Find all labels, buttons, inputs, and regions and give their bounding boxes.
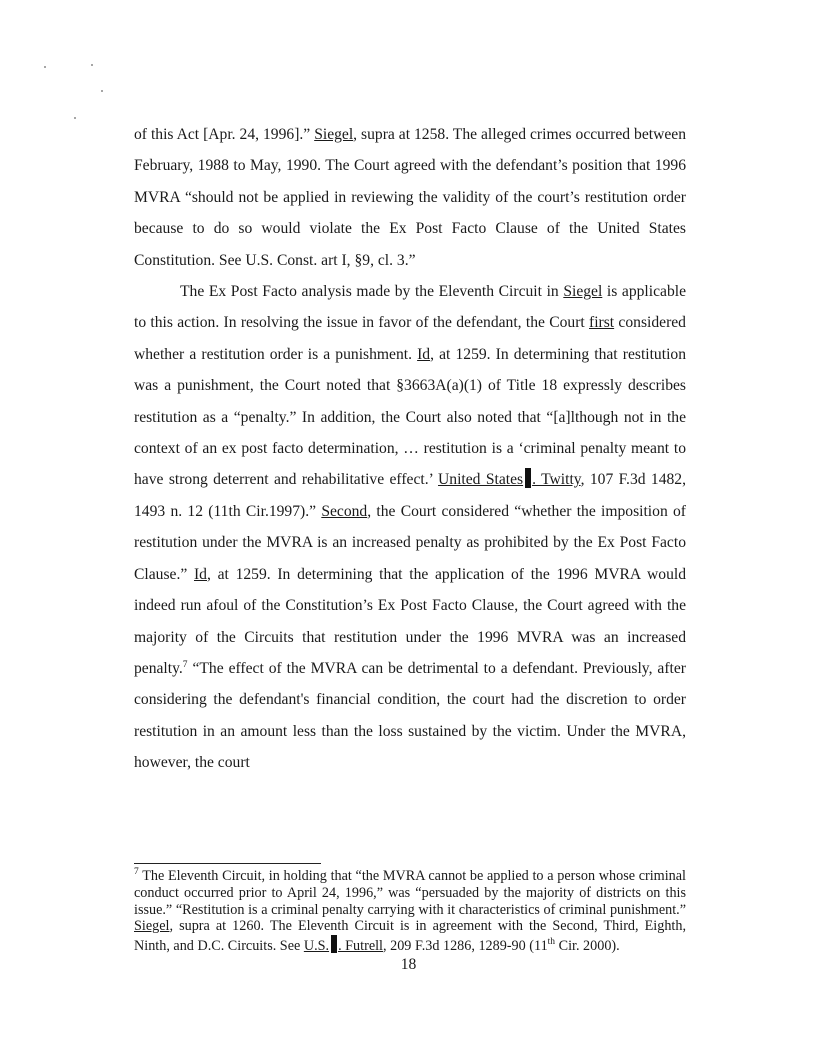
case-citation: Siegel [134,918,170,935]
text-run: , 107 F.3d 1482, 1493 n. 12 (11th Cir.1997).” [134,471,687,520]
scan-speck [101,90,103,92]
emphasized-word: first [589,314,615,332]
text-run: The Eleventh Circuit, in holding that “the MVRA cannot be applied to a person whose criminal conduct occurred prior to April 24, 1996,” was “persuaded by the majority of districts on this issue.” “Restitution is a criminal penalty carrying with it characteristics of criminal punishment.” [134,868,686,918]
scan-speck [91,64,93,66]
text-run: Cir. 2000). [555,938,620,955]
text-run: is applicable to this action. In resolving the issue in favor of the defendant, the Court [134,283,686,332]
emphasized-word: Second [321,502,368,520]
case-citation: Id [417,345,431,363]
text-run: considered whether a restitution order is a punishment. [134,314,686,363]
ordinal-suffix: th [547,937,556,948]
paragraph-2 [134,276,686,779]
scan-speck [44,66,46,68]
case-citation: . Futrell [338,938,384,955]
redaction-mark [525,468,531,488]
redaction-mark [331,935,337,953]
page-number: 18 [400,956,417,973]
case-citation: Id [193,565,207,583]
text-run: , at 1259. In determining that the application of the 1996 MVRA would indeed run afoul of the Constitution’s Ex Post Facto Clause, the Court agreed with the majority of the Circuits that restitution under the 1996 MVRA was an increased penalty. [134,565,686,677]
footnote-marker: 7 [134,867,139,877]
footnote-reference: 7 [182,659,188,670]
scan-speck [74,117,76,119]
case-citation: Siegel [563,283,603,301]
footnote [134,868,686,955]
text-run: , supra at 1260. The Eleventh Circuit is in agreement with the Second, Third, Eighth, Ninth, and D.C. Circuits. See [134,918,686,955]
case-citation: . Twitty [532,471,581,489]
text-run: , the Court considered “whether the imposition of restitution under the MVRA is an increased penalty as prohibited by the Ex Post Facto Clause.” [134,502,686,583]
footnote-divider [134,863,321,864]
text-run: “The effect of the MVRA can be detrimental to a defendant. Previously, after considering the defendant's financial condition, the court had the discretion to order restitution in an amount less than the loss sustained by the victim. Under the MVRA, however, the court [134,659,686,772]
text-run: , at 1259. In determining that restitution was a punishment, the Court noted that §3663A(a)(1) of Title 18 expressly describes restitution as a “penalty.” In addition, the Court also noted that “[a]lthough not in the context of an ex post facto determination, … restitution is a ‘criminal penalty meant to have strong deterrent and rehabilitative effect.’ [134,345,686,489]
text-run: , 209 F.3d 1286, 1289-90 (11 [383,938,548,955]
text-run: The Ex Post Facto analysis made by the Eleventh Circuit in [180,283,564,301]
text-run: , supra at 1258. The alleged crimes occurred between February, 1988 to May, 1990. The Court agreed with the defendant’s position that 1996 MVRA “should not be applied in reviewing the validity of the court’s restitution order because to do so would violate the Ex Post Facto Clause of the United States Constitution. See U.S. Const. art I, §9, cl. 3.” [134,126,686,269]
text-run: of this Act [Apr. 24, 1996].” [134,126,315,143]
paragraph-1 [134,119,686,276]
case-citation: United States [438,471,524,489]
case-citation: Siegel [314,126,354,143]
case-citation: U.S. [303,938,330,955]
body-text [134,119,686,779]
